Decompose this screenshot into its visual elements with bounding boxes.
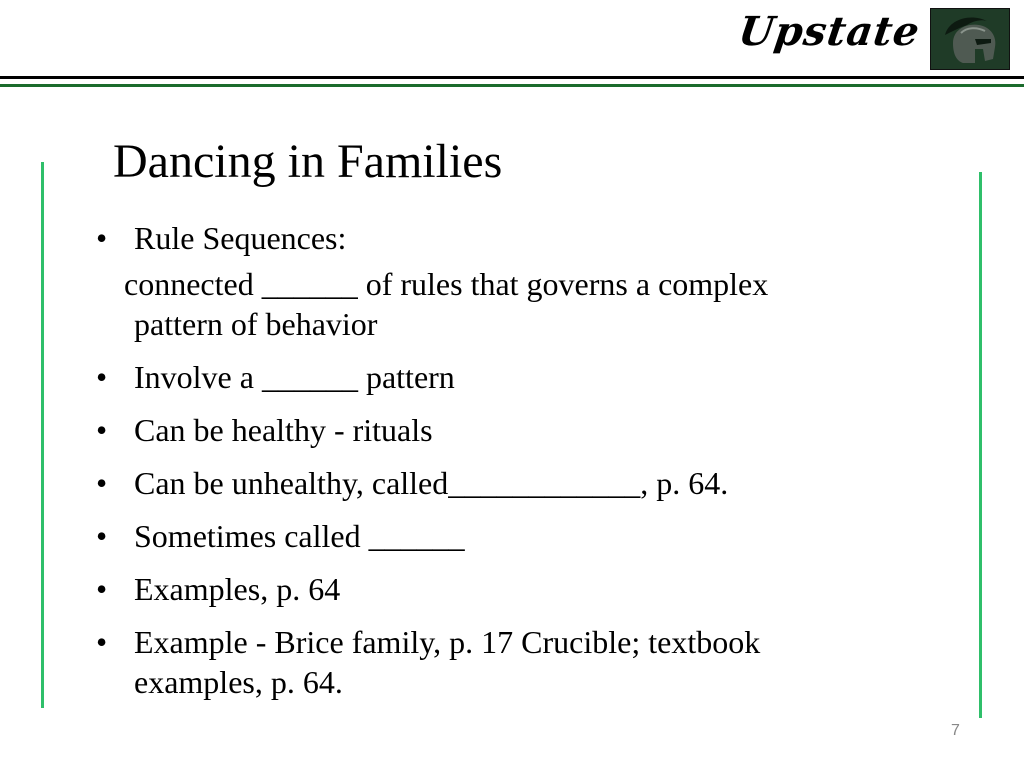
bullet-text-line: connected ______ of rules that governs a complex xyxy=(124,266,769,302)
header-rule-black xyxy=(0,76,1024,79)
bullet-item xyxy=(96,622,936,702)
bullet-list xyxy=(96,218,936,715)
bullet-item xyxy=(96,516,936,556)
bullet-dot: • xyxy=(96,465,108,501)
bullet-item xyxy=(96,463,936,503)
bullet-text: Can be unhealthy, called____________, p. 64. xyxy=(134,465,729,501)
bullet-text: Rule Sequences: xyxy=(134,220,347,256)
brand-wordmark: Upstate xyxy=(735,8,924,55)
bullet-dot: • xyxy=(96,571,108,607)
bullet-dot: • xyxy=(96,412,108,448)
bullet-text-line: pattern of behavior xyxy=(134,306,378,342)
bullet-dot: • xyxy=(96,518,108,554)
bullet-text: Involve a ______ pattern xyxy=(134,359,455,395)
header-rule-green xyxy=(0,84,1024,87)
left-accent-bar xyxy=(41,162,44,708)
bullet-item xyxy=(96,357,936,397)
right-accent-bar xyxy=(979,172,982,718)
bullet-item xyxy=(96,410,936,450)
page-number: 7 xyxy=(951,722,960,739)
bullet-text: Sometimes called ______ xyxy=(134,518,465,554)
bullet-dot: • xyxy=(96,359,108,395)
bullet-item xyxy=(96,218,936,258)
bullet-dot: • xyxy=(96,220,108,256)
bullet-text-line: Example - Brice family, p. 17 Crucible; textbook xyxy=(134,624,761,660)
bullet-text: Examples, p. 64 xyxy=(134,571,341,607)
bullet-dot: • xyxy=(96,624,108,660)
bullet-text-line: examples, p. 64. xyxy=(134,664,343,700)
slide-title: Dancing in Families xyxy=(113,135,503,188)
bullet-text: Can be healthy - rituals xyxy=(134,412,433,448)
bullet-item xyxy=(96,569,936,609)
spartan-helmet-icon xyxy=(930,8,1010,70)
bullet-continuation xyxy=(96,264,936,344)
